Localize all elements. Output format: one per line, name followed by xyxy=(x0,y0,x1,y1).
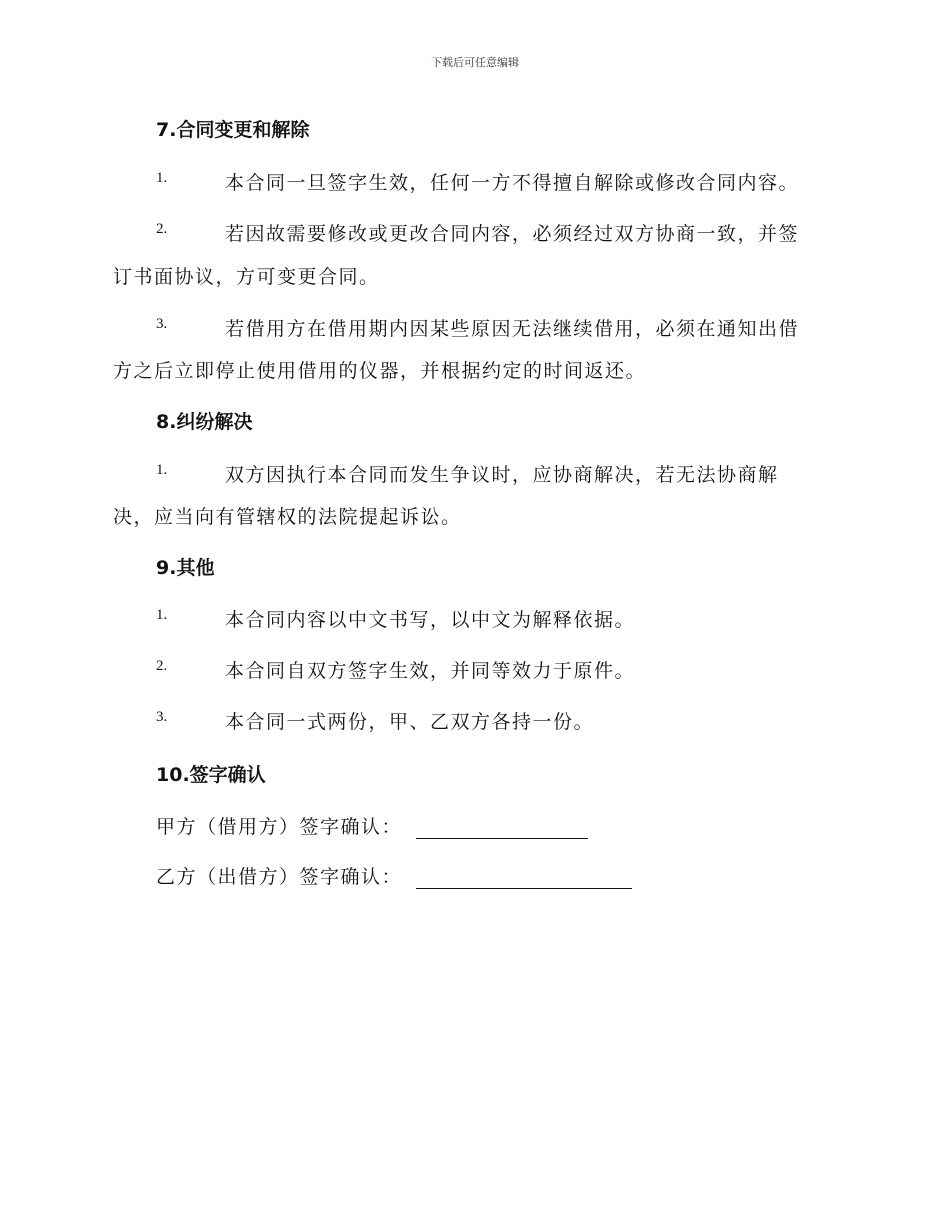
signature-label-party-a: 甲方（借用方）签字确认： xyxy=(156,816,403,838)
clause-text: 本合同一式两份，甲、乙双方各持一份。 xyxy=(225,711,595,733)
item-number: 3. xyxy=(156,316,168,332)
section-title-7: 7.合同变更和解除 xyxy=(156,119,310,141)
clause-text: 若借用方在借用期内因某些原因无法继续借用，必须在通知出借 xyxy=(225,318,800,340)
page-header: 下载后可任意编辑 xyxy=(431,56,519,69)
clause-text-continued: 方之后立即停止使用借用的仪器，并根据约定的时间返还。 xyxy=(113,360,647,382)
clause-text: 双方因执行本合同而发生争议时，应协商解决，若无法协商解 xyxy=(225,464,779,486)
clause-text: 本合同内容以中文书写，以中文为解释依据。 xyxy=(225,609,636,631)
signature-field-party-b[interactable] xyxy=(416,868,632,889)
section-title-8: 8.纠纷解决 xyxy=(156,411,253,433)
item-number: 1. xyxy=(156,607,168,623)
clause-text-continued: 决，应当向有管辖权的法院提起诉讼。 xyxy=(113,506,462,528)
section-title-10: 10.签字确认 xyxy=(156,764,266,786)
signature-line-party-a xyxy=(156,812,588,839)
clause-text: 本合同自双方签字生效，并同等效力于原件。 xyxy=(225,660,636,682)
clause-text: 本合同一旦签字生效，任何一方不得擅自解除或修改合同内容。 xyxy=(225,172,800,194)
clause-text-continued: 订书面协议，方可变更合同。 xyxy=(113,266,380,288)
item-number: 2. xyxy=(156,658,168,674)
item-number: 1. xyxy=(156,170,168,186)
clause-text: 若因故需要修改或更改合同内容，必须经过双方协商一致，并签 xyxy=(225,223,800,245)
section-title-9: 9.其他 xyxy=(156,557,215,579)
signature-field-party-a[interactable] xyxy=(416,818,588,839)
item-number: 2. xyxy=(156,221,168,237)
signature-line-party-b xyxy=(156,862,632,889)
item-number: 1. xyxy=(156,462,168,478)
signature-label-party-b: 乙方（出借方）签字确认： xyxy=(156,866,403,888)
item-number: 3. xyxy=(156,709,168,725)
